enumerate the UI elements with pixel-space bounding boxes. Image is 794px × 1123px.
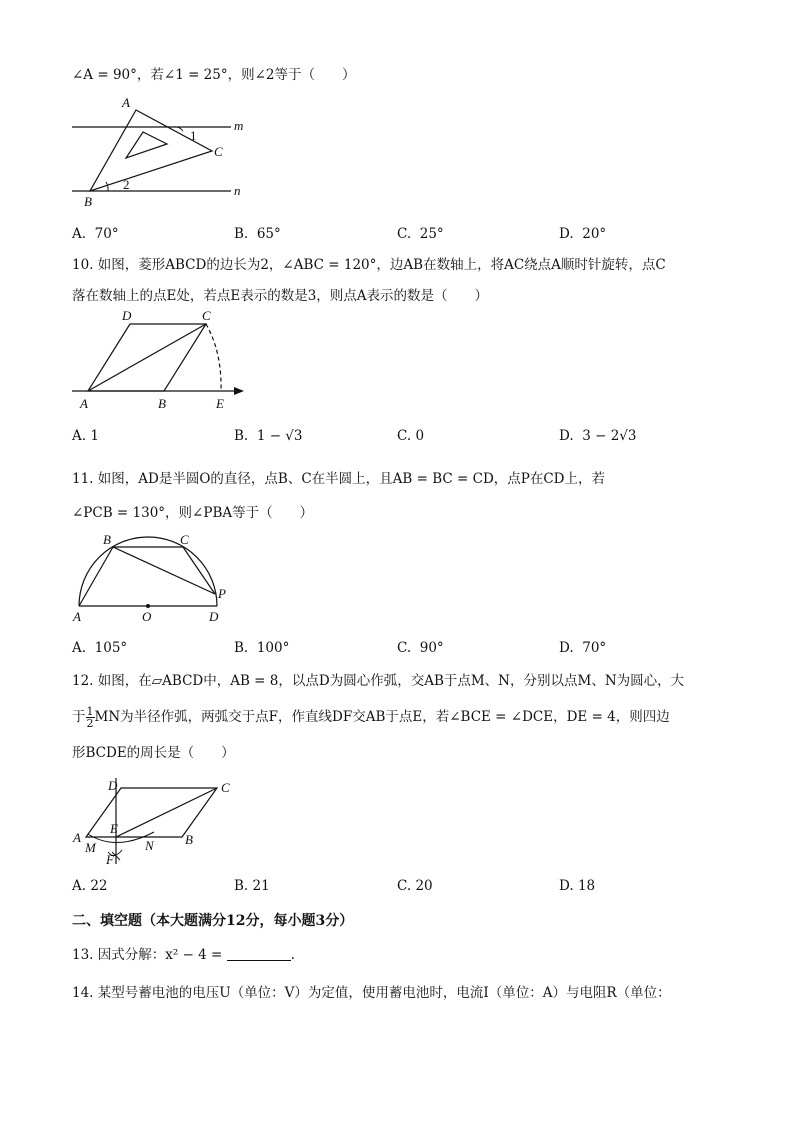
q9-option-c: C. 25° <box>397 226 444 242</box>
q11-option-b: B. 100° <box>234 640 290 656</box>
inner-triangle <box>126 132 167 158</box>
q9-stem: ∠A = 90°，若∠1 = 25°，则∠2等于（ ） <box>72 67 356 83</box>
q11-line1: 11. 如图，AD是半圆O的直径，点B、C在半圆上，且AB = BC = CD，点P在CD上，若 <box>72 471 605 487</box>
angle-2-arc <box>106 182 108 191</box>
q11-option-d: D. 70° <box>559 640 607 656</box>
q14-line1: 14. 某型号蓄电池的电压U（单位：V）为定值，使用蓄电池时，电流I（单位：A）与电阻R（单位： <box>72 985 671 1001</box>
label-O: O <box>142 609 152 624</box>
q9-option-a: A. 70° <box>72 226 119 242</box>
q10-line2: 落在数轴上的点E处，若点E表示的数是3，则点A表示的数是（ ） <box>72 288 489 304</box>
center-o <box>146 604 150 608</box>
triangle-abc <box>90 110 212 191</box>
answer-blank[interactable] <box>227 947 291 961</box>
q11-option-a: A. 105° <box>72 640 128 656</box>
q12-option-a: A. 22 <box>72 878 108 894</box>
q10-option-c: C. 0 <box>397 428 425 444</box>
label-A: A <box>73 830 81 845</box>
axis-arrow <box>234 387 244 395</box>
q10-option-b: B. 1 − √3 <box>234 428 303 444</box>
label-n: n <box>234 183 241 198</box>
diagonal-ac <box>88 324 206 391</box>
q12-figure <box>66 772 246 872</box>
label-A: A <box>73 609 81 624</box>
label-m: m <box>234 118 244 133</box>
label-C: C <box>202 308 211 323</box>
label-D: D <box>209 609 219 624</box>
label-M: M <box>85 840 96 855</box>
q12-option-b: B. 21 <box>234 878 270 894</box>
label-C: C <box>221 780 230 795</box>
q11-line2: ∠PCB = 130°，则∠PBA等于（ ） <box>72 505 314 521</box>
q11-figure <box>66 532 246 628</box>
rotation-arc <box>206 324 221 391</box>
label-B: B <box>103 532 111 547</box>
label-2: 2 <box>123 177 130 192</box>
chord-ab <box>79 547 113 606</box>
label-C: C <box>180 532 189 547</box>
section-heading-fill-in: 二、填空题（本大题满分12分，每小题3分） <box>72 913 354 929</box>
q12-line3: 形BCDE的周长是（ ） <box>72 745 235 761</box>
label-B: B <box>158 396 166 411</box>
label-E: E <box>110 821 118 836</box>
q10-option-a: A. 1 <box>72 428 99 444</box>
label-N: N <box>145 838 154 853</box>
fraction-one-half: $\frac{1}{2}$ <box>86 705 94 730</box>
segment-ce <box>116 788 217 837</box>
q12-line2: 于 $\frac{1}{2}$ MN为半径作弧，两弧交于点F，作直线DF交AB于点E，若∠BCE = ∠DCE，DE = 4，则四边 <box>72 705 670 730</box>
q10-figure <box>66 307 256 417</box>
label-D: D <box>122 308 132 323</box>
q9-figure <box>66 94 266 212</box>
label-B: B <box>84 194 92 209</box>
label-P: P <box>218 586 226 601</box>
label-C: C <box>214 144 223 159</box>
q11-option-c: C. 90° <box>397 640 444 656</box>
q12-option-d: D. 18 <box>559 878 596 894</box>
label-1: 1 <box>190 128 197 143</box>
parallelogram-abcd <box>86 788 217 837</box>
q9-option-b: B. 65° <box>234 226 281 242</box>
label-A: A <box>80 396 88 411</box>
label-F: F <box>106 852 114 867</box>
label-B: B <box>185 832 193 847</box>
q10-line1: 10. 如图，菱形ABCD的边长为2，∠ABC = 120°，边AB在数轴上，将AC绕点A顺时针旋转，点C <box>72 257 666 273</box>
q10-option-d: D. 3 − 2√3 <box>559 428 637 444</box>
q12-option-c: C. 20 <box>397 878 433 894</box>
q12-line1: 12. 如图，在▱ABCD中，AB = 8，以点D为圆心作弧，交AB于点M、N，分别以点M、N为圆心，大 <box>72 673 685 689</box>
q9-option-d: D. 20° <box>559 226 607 242</box>
label-E: E <box>216 396 224 411</box>
q13-line: 13. 因式分解：x² − 4 = . <box>72 947 295 963</box>
label-A: A <box>122 95 130 110</box>
label-D: D <box>108 778 118 793</box>
